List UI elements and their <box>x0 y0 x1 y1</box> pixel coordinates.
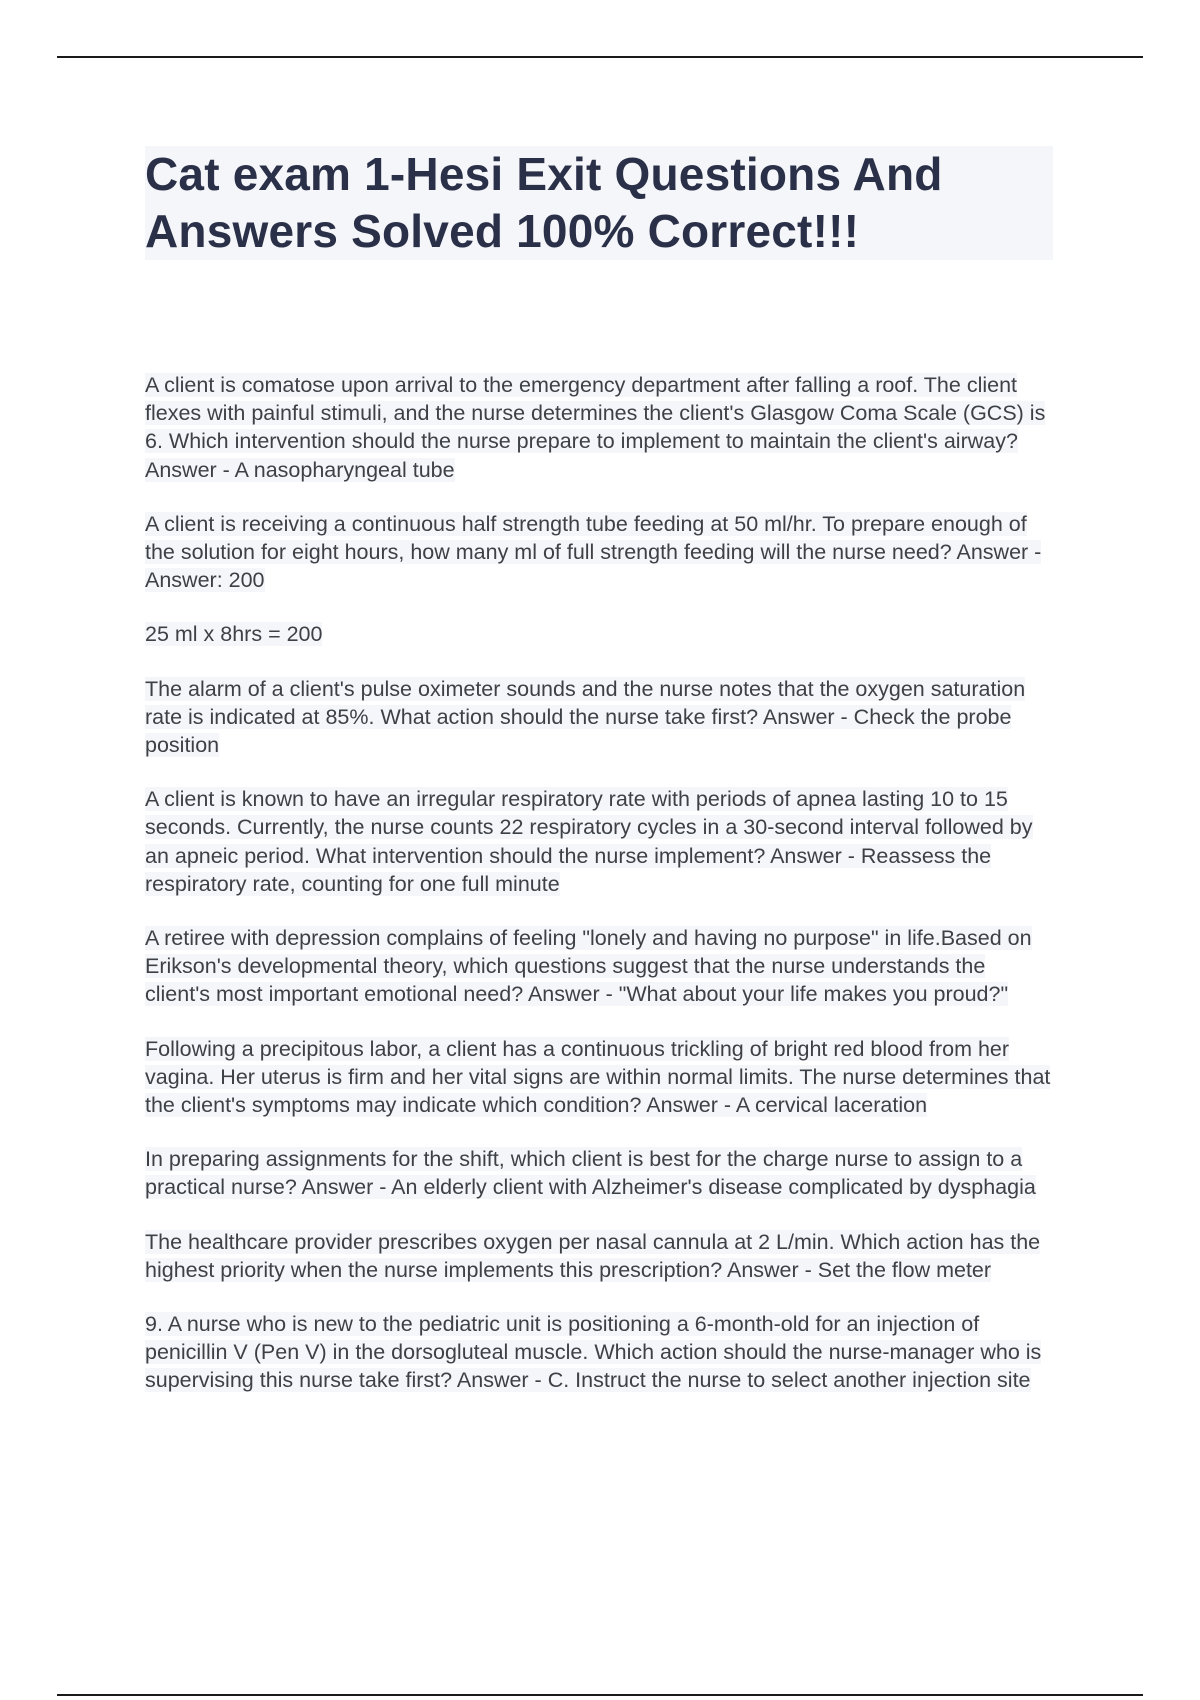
document-body <box>145 146 1053 1421</box>
top-rule <box>57 56 1143 58</box>
qa-text: The healthcare provider prescribes oxygen per nasal cannula at 2 L/min. Which action has the highest priority when the nurse implements this prescription? Answer - Set the flow meter <box>145 1229 1041 1282</box>
qa-text: A client is comatose upon arrival to the emergency department after falling a roof. The client flexes with painful stimuli, and the nurse determines the client's Glasgow Coma Scale (GCS) is 6. Which intervention should the nurse prepare to implement to maintain the client's airway? Answer - A nasopharyngeal tube <box>145 373 1046 482</box>
qa-text: 25 ml x 8hrs = 200 <box>145 622 323 647</box>
qa-item <box>145 620 1053 648</box>
qa-text: 9. A nurse who is new to the pediatric unit is positioning a 6-month-old for an injection of penicillin V (Pen V) in the dorsogluteal muscle. Which action should the nurse-manager who is supervising this nurse take first? Answer - C. Instruct the nurse to select another injection site <box>145 1312 1042 1393</box>
qa-text: A client is receiving a continuous half strength tube feeding at 50 ml/hr. To prepare enough of the solution for eight hours, how many ml of full strength feeding will the nurse need? Answer - Answer: 200 <box>145 511 1042 593</box>
qa-item <box>145 510 1053 595</box>
qa-list <box>145 371 1053 1395</box>
qa-text: A client is known to have an irregular respiratory rate with periods of apnea lasting 10 to 15 seconds. Currently, the nurse counts 22 respiratory cycles in a 30-second interval followed by an apneic period. What intervention should the nurse implement? Answer - Reassess the respiratory rate, counting for one full minute <box>145 787 1033 896</box>
qa-item <box>145 371 1053 484</box>
qa-item <box>145 675 1053 760</box>
qa-item <box>145 1035 1053 1120</box>
qa-text: A retiree with depression complains of feeling "lonely and having no purpose" in life.Based on Erikson's developmental theory, which questions suggest that the nurse understands the client's most important emotional need? Answer - "What about your life makes you proud?" <box>145 926 1032 1007</box>
qa-item <box>145 785 1053 898</box>
qa-item <box>145 924 1053 1009</box>
qa-text: The alarm of a client's pulse oximeter sounds and the nurse notes that the oxygen saturation rate is indicated at 85%. What action should the nurse take first? Answer - Check the probe position <box>145 676 1026 758</box>
qa-item <box>145 1228 1053 1284</box>
page-title: Cat exam 1-Hesi Exit Questions And Answers Solved 100% Correct!!! <box>145 146 1053 260</box>
qa-text: Following a precipitous labor, a client has a continuous trickling of bright red blood from her vagina. Her uterus is firm and her vital signs are within normal limits. The nurse determines that the client's symptoms may indicate which condition? Answer - A cervical laceration <box>145 1036 1051 1118</box>
bottom-rule <box>57 1694 1143 1696</box>
qa-item <box>145 1310 1053 1395</box>
qa-item <box>145 1145 1053 1201</box>
qa-text: In preparing assignments for the shift, which client is best for the charge nurse to assign to a practical nurse? Answer - An elderly client with Alzheimer's disease complicated by dysphagia <box>145 1147 1036 1200</box>
